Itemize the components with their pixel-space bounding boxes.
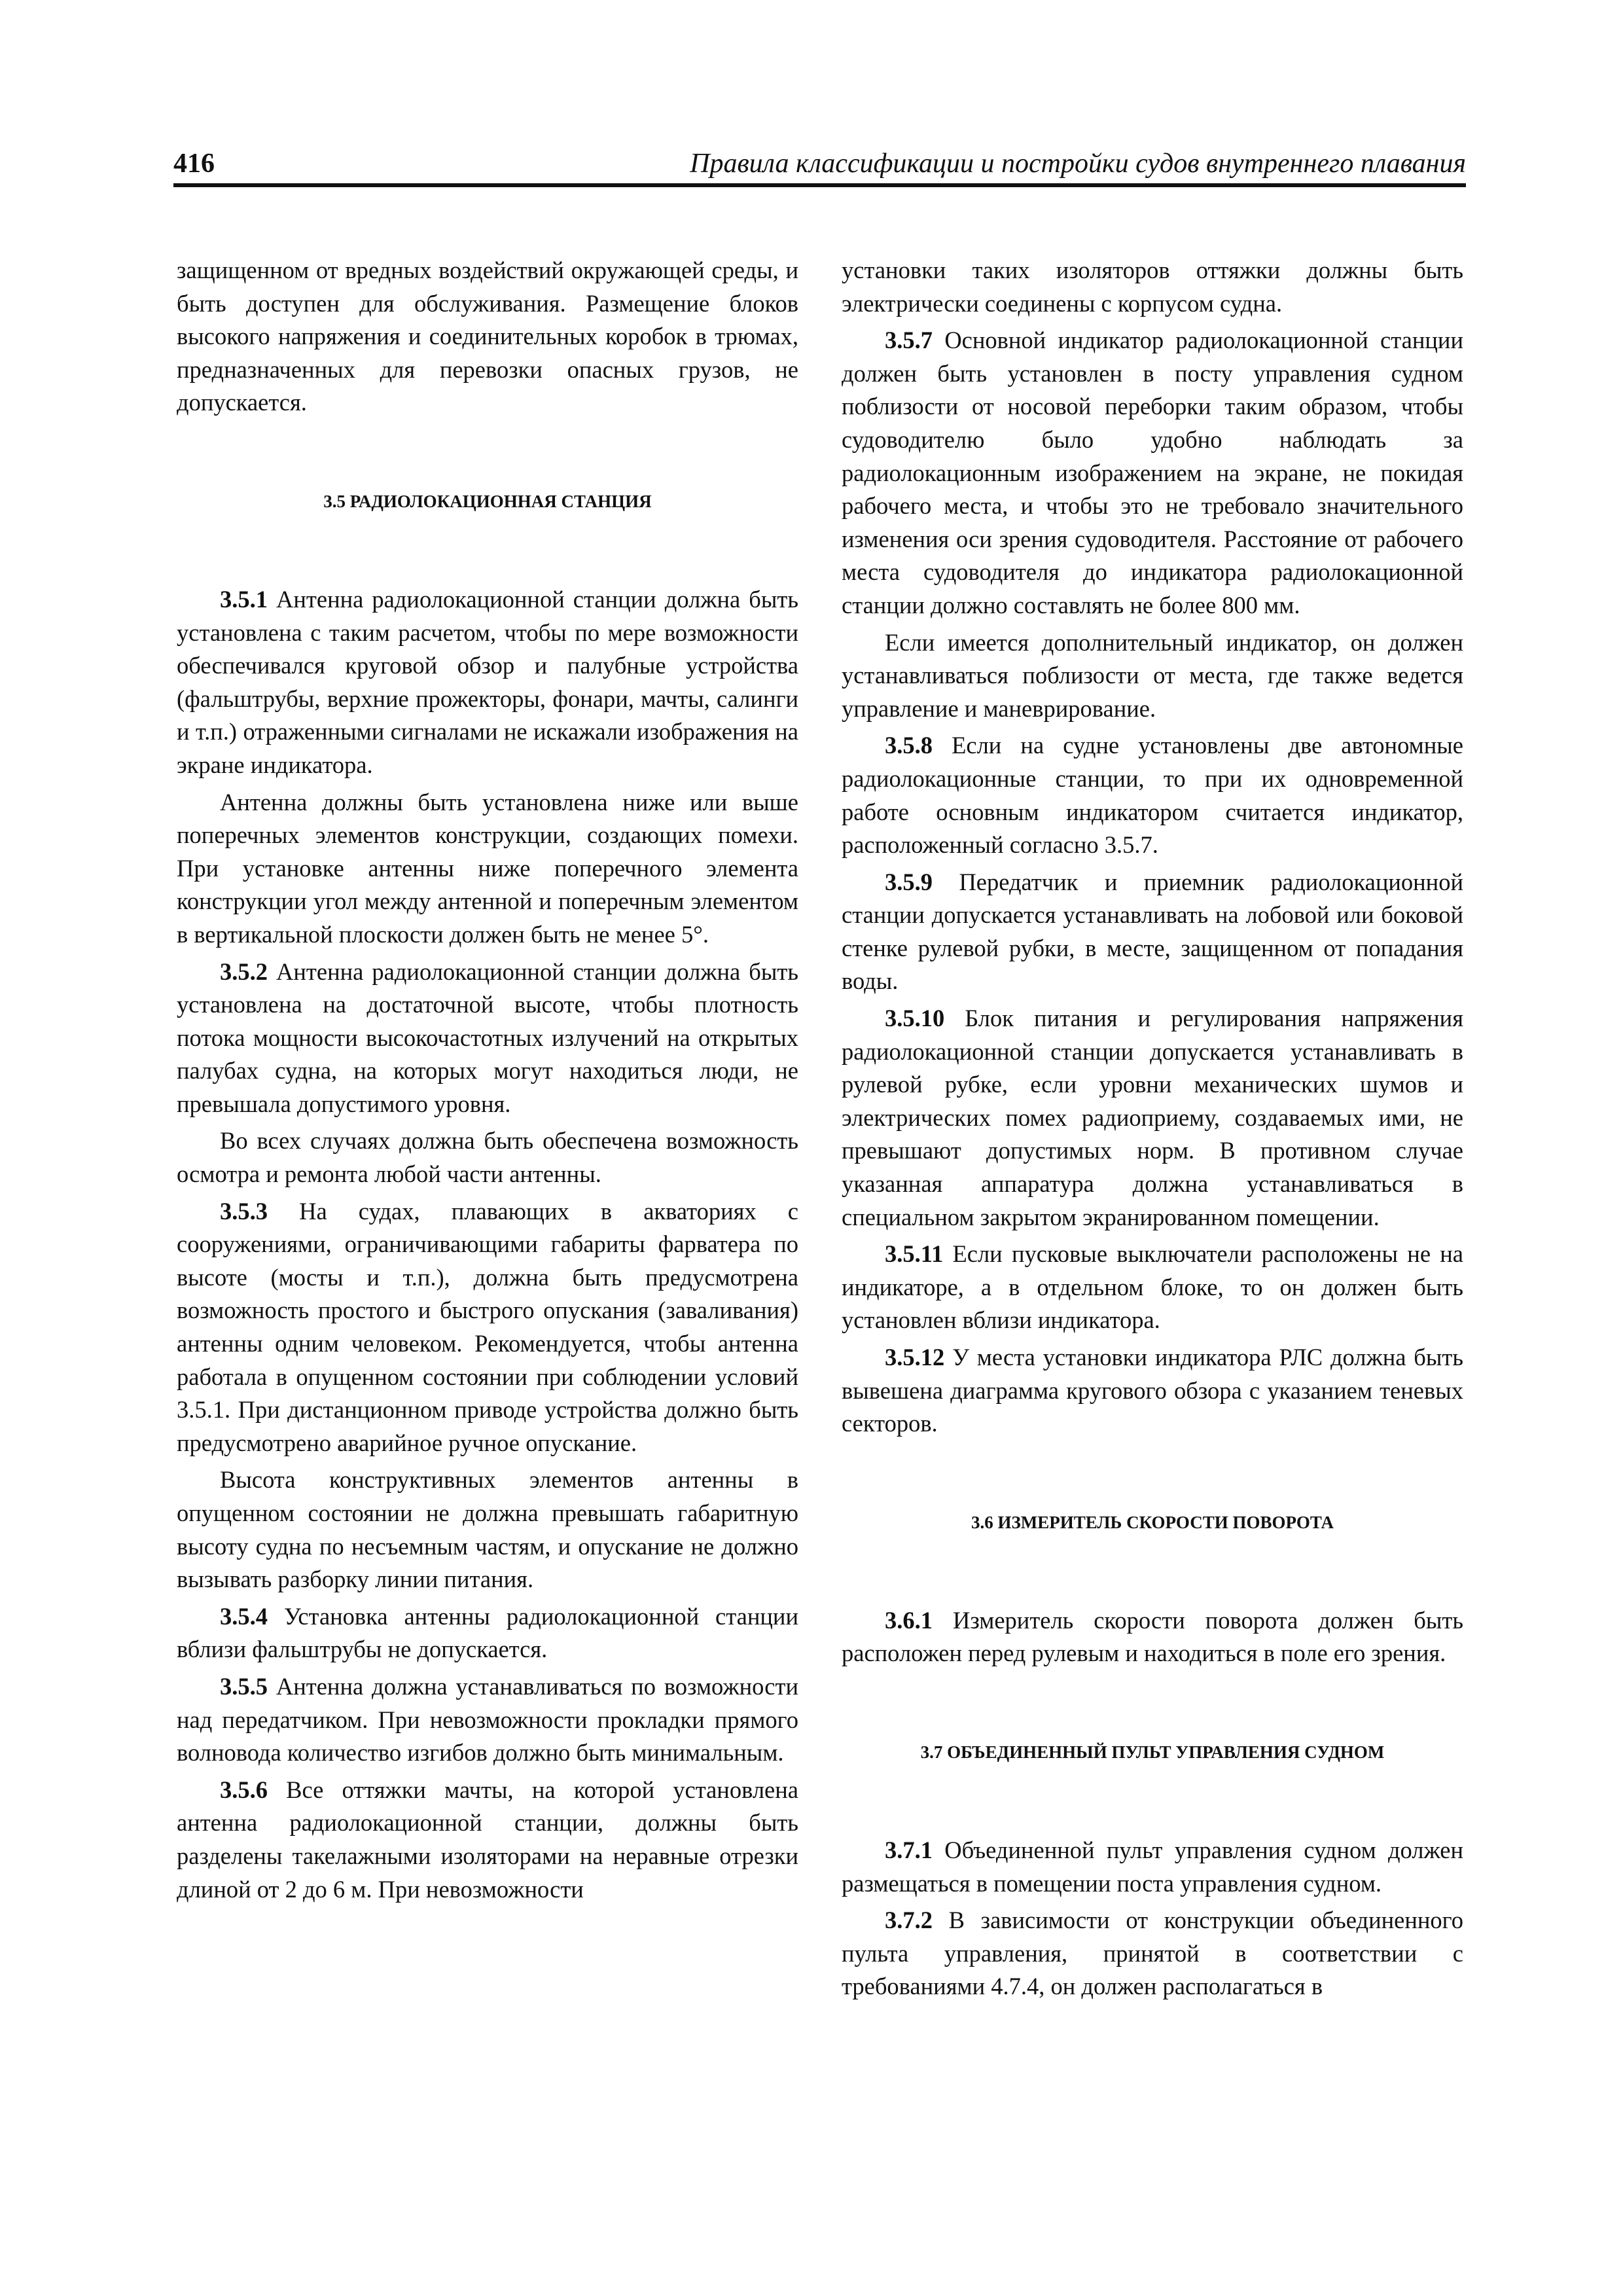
paragraph: Во всех случаях должна быть обеспечена возможность осмотра и ремонта любой части антенны. xyxy=(177,1127,798,1188)
clause-number: 3.5.12 xyxy=(885,1344,945,1371)
clause-3-5-7 xyxy=(842,324,1463,622)
clause-number: 3.5.5 xyxy=(220,1672,268,1700)
paragraph: Высота конструктивных элементов антенны в опущенном состоянии не должна превышать габаритную высоту судна по несъемным частям, и опускание не должно вызывать разборку линии питания. xyxy=(177,1466,798,1593)
clause-number: 3.6.1 xyxy=(885,1606,933,1634)
clause-text: Антенна радиолокационной станции должна быть установлена на достаточной высоте, чтобы плотность потока мощности высокочастотных излучений на открытых палубах судна, на которых могут находиться люди, не превышала допустимого уровня. xyxy=(177,958,798,1117)
clause-text: Измеритель скорости поворота должен быть расположен перед рулевым и находиться в поле его зрения. xyxy=(842,1606,1463,1667)
clause-text: Основной индикатор радиолокационной станции должен быть установлен в посту управления судном поблизости от носовой переборки таким образом, чтобы судоводителю было удобно наблюдать за радиолокационным изображением на экране, не покидая рабочего места, и чтобы это не требовало значительного изменения оси зрения судоводителя. Расстояние от рабочего места судоводителя до индикатора радиолокационной станции должно составлять не более 800 мм. xyxy=(842,327,1463,619)
clause-number: 3.5.7 xyxy=(885,327,933,354)
clause-3-7-2 xyxy=(842,1904,1463,2003)
clause-3-5-1 xyxy=(177,583,798,782)
clause-number: 3.5.4 xyxy=(220,1602,268,1630)
clause-text: Если на судне установлены две автономные радиолокационные станции, то при их одновременной работе основным индикатором считается индикатор, расположенный согласно 3.5.7. xyxy=(842,732,1463,859)
clause-3-5-4 xyxy=(177,1600,798,1666)
clause-text: Объединенной пульт управления судном должен размещаться в помещении поста управления судном. xyxy=(842,1836,1463,1897)
clause-text: У места установки индикатора РЛС должна быть вывешена диаграмма кругового обзора с указанием теневых секторов. xyxy=(842,1344,1463,1437)
clause-3-5-6 xyxy=(177,1774,798,1906)
page-header xyxy=(173,145,1466,182)
header-rule xyxy=(173,183,1466,187)
section-heading-3-6: 3.6 ИЗМЕРИТЕЛЬ СКОРОСТИ ПОВОРОТА xyxy=(971,1512,1334,1532)
clause-3-5-11 xyxy=(842,1238,1463,1337)
clause-3-5-12 xyxy=(842,1341,1463,1441)
clause-text: Установка антенны радиолокационной станции вблизи фальштрубы не допускается. xyxy=(177,1602,798,1663)
section-heading-3-5: 3.5 РАДИОЛОКАЦИОННАЯ СТАНЦИЯ xyxy=(323,491,652,511)
clause-text: Антенна должна устанавливаться по возможности над передатчиком. При невозможности прокладки прямого волновода количество изгибов должно быть минимальным. xyxy=(177,1672,798,1767)
clause-3-6-1 xyxy=(842,1604,1463,1670)
page-number: 416 xyxy=(173,149,215,179)
clause-number: 3.5.11 xyxy=(885,1240,944,1268)
section-heading-3-7: 3.7 ОБЪЕДИНЕННЫЙ ПУЛЬТ УПРАВЛЕНИЯ СУДНОМ xyxy=(920,1742,1385,1762)
paragraph: Антенна должны быть установлена ниже или выше поперечных элементов конструкции, создающих помехи. При установке антенны ниже поперечного элемента конструкции угол между антенной и поперечным элементом в вертикальной плоскости должен быть не менее 5°. xyxy=(177,788,798,948)
paragraph-continuation: установки таких изоляторов оттяжки должны быть электрически соединены с корпусом судна. xyxy=(842,257,1463,317)
clause-text: На судах, плавающих в акваториях с сооружениями, ограничивающими габариты фарватера по высоте (мосты и т.п.), должна быть предусмотрена возможность простого и быстрого опускания (заваливания) антенны одним человеком. Рекомендуется, чтобы антенна работала в опущенном состоянии при соблюдении условий 3.5.1. При дистанционном приводе устройства должно быть предусмотрено аварийное ручное опускание. xyxy=(177,1197,798,1456)
clause-text: В зависимости от конструкции объединенного пульта управления, принятой в соответствии с требованиями 4.7.4, он должен располагаться в xyxy=(842,1907,1463,2000)
clause-text: Передатчик и приемник радиолокационной станции допускается устанавливать на лобовой или боковой стенке рулевой рубки, в месте, защищенном от попадания воды. xyxy=(842,868,1463,995)
clause-3-5-8 xyxy=(842,729,1463,861)
running-title: Правила классификации и постройки судов внутреннего плавания xyxy=(690,149,1466,179)
clause-3-5-10 xyxy=(842,1002,1463,1234)
clause-text: Если пусковые выключатели расположены не на индикаторе, а в отдельном блоке, то он должен быть установлен вблизи индикатора. xyxy=(842,1240,1463,1334)
clause-text: Антенна радиолокационной станции должна быть установлена с таким расчетом, чтобы по мере возможности обеспечивался круговой обзор и палубные устройства (фальштрубы, верхние прожекторы, фонари, мачты, салинги и т.п.) отраженными сигналами не искажали изображения на экране индикатора. xyxy=(177,585,798,778)
clause-text: Блок питания и регулирования напряжения радиолокационной станции допускается устанавливать в рулевой рубке, если уровни механических шумов и электрических помех радиоприему, создаваемых ими, не превышают допустимых норм. В противном случае указанная аппаратура должна устанавливаться в специальном закрытом экранированном помещении. xyxy=(842,1005,1463,1230)
clause-3-5-2 xyxy=(177,956,798,1121)
clause-number: 3.5.6 xyxy=(220,1776,268,1803)
paragraph: Если имеется дополнительный индикатор, он должен устанавливаться поблизости от места, где также ведется управление и маневрирование. xyxy=(842,628,1463,722)
clause-number: 3.5.8 xyxy=(885,732,933,759)
clause-number: 3.5.3 xyxy=(220,1197,268,1225)
clause-3-5-3 xyxy=(177,1195,798,1460)
left-column xyxy=(177,254,798,1906)
clause-number: 3.7.1 xyxy=(885,1836,933,1863)
clause-number: 3.5.9 xyxy=(885,868,933,895)
clause-number: 3.5.2 xyxy=(220,958,268,985)
clause-number: 3.5.10 xyxy=(885,1005,945,1032)
clause-number: 3.5.1 xyxy=(220,585,268,613)
paragraph-continuation: защищенном от вредных воздействий окружающей среды, и быть доступен для обслуживания. Размещение блоков высокого напряжения и соединительных коробок в трюмах, предназначенных для перевозки опасных грузов, не допускается. xyxy=(177,257,798,416)
clause-3-7-1 xyxy=(842,1834,1463,1900)
clause-number: 3.7.2 xyxy=(885,1907,933,1934)
clause-text: Все оттяжки мачты, на которой установлена антенна радиолокационной станции, должны быть разделены такелажными изоляторами на неравные отрезки длиной от 2 до 6 м. При невозможности xyxy=(177,1776,798,1903)
right-column xyxy=(842,254,1463,2003)
clause-3-5-5 xyxy=(177,1670,798,1770)
clause-3-5-9 xyxy=(842,866,1463,998)
